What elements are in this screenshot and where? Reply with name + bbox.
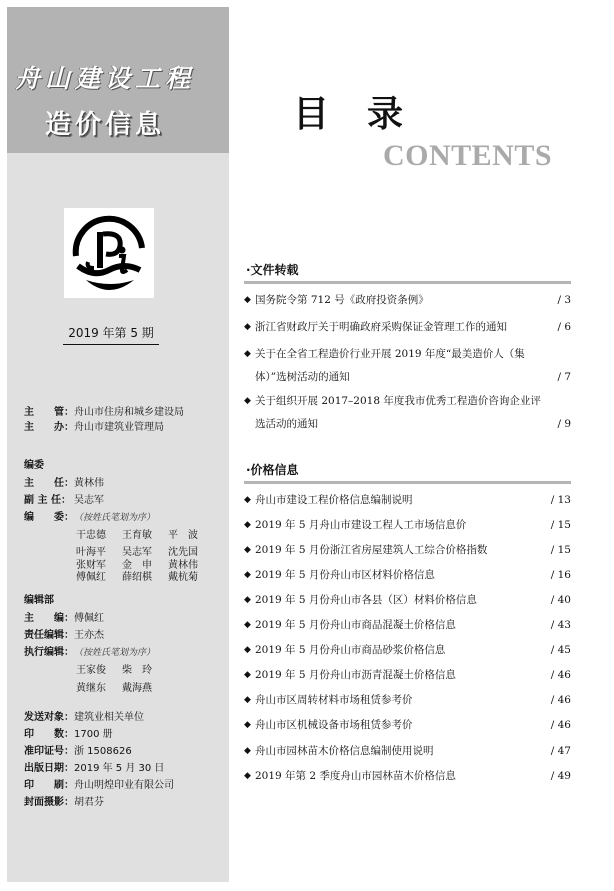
organizer-label: 主 办：: [24, 422, 74, 433]
toc-entry-title: 2019 年第 2 季度舟山市园林苗木价格信息: [255, 770, 456, 782]
toc-entry-page: / 15: [550, 519, 571, 531]
sidebar: [7, 7, 229, 882]
editorial-heading: 编辑部: [24, 595, 54, 606]
chief-editor-row: [24, 611, 168, 626]
director-row: [24, 476, 214, 491]
section-heading-price-info: ·价格信息: [246, 463, 299, 477]
section-divider: [244, 281, 571, 284]
toc-entry-title: 舟山市区机械设备市场租赁参考价: [255, 719, 413, 731]
diamond-bullet-icon: ◆: [244, 545, 251, 555]
toc-entry-page: / 3: [557, 294, 571, 306]
toc-entry-title: 2019 年 5 月份浙江省房屋建筑人工综合价格指数: [255, 544, 488, 556]
page-title-chinese: 目录: [293, 93, 442, 135]
toc-entry[interactable]: [244, 690, 571, 711]
toc-entry[interactable]: [244, 515, 571, 536]
toc-entry-page: / 47: [550, 745, 571, 757]
director-label: 主 任：: [24, 478, 74, 489]
members-names-row: [24, 560, 214, 573]
toc-entry[interactable]: [244, 290, 571, 311]
cover-photo-row: [24, 794, 174, 811]
executive-names-row: [24, 681, 168, 696]
member-name: 沈先国: [168, 547, 198, 558]
toc-entry-title: 2019 年 5 月舟山市建设工程人工市场信息价: [255, 519, 467, 531]
executive-editors-label: 执行编辑：: [24, 647, 74, 658]
toc-entry[interactable]: [244, 715, 571, 736]
committee-block: [24, 458, 214, 585]
toc-entry[interactable]: [244, 490, 571, 511]
toc-entry-title: 舟山市园林苗木价格信息编制使用说明: [255, 745, 434, 757]
issue-number: 2019 年第 5 期: [63, 324, 159, 345]
diamond-bullet-icon: ◆: [244, 595, 251, 605]
diamond-bullet-icon: ◆: [244, 322, 251, 332]
toc-entry-title: 国务院令第 712 号《政府投资条例》: [255, 294, 429, 306]
diamond-bullet-icon: ◆: [244, 720, 251, 730]
diamond-bullet-icon: ◆: [244, 520, 251, 530]
toc-entry[interactable]: [244, 343, 571, 389]
distribution-label: 发送对象：: [24, 712, 74, 723]
printer-value: 舟山明煌印业有限公司: [74, 780, 174, 791]
printer-label: 印 刷：: [24, 780, 74, 791]
director-value: 黄林伟: [74, 478, 104, 489]
toc-entry-page: / 46: [550, 694, 571, 706]
diamond-bullet-icon: ◆: [244, 771, 251, 781]
executive-names-row: [24, 663, 168, 678]
member-name: 吴志军: [122, 547, 152, 558]
supervisor-row: [24, 405, 184, 420]
toc-entry-page: / 7: [557, 371, 571, 383]
member-name: 薛绍棋: [122, 572, 152, 583]
executive-editors-row: [24, 645, 168, 661]
diamond-bullet-icon: ◆: [244, 746, 251, 756]
toc-entry-title: 关于组织开展 2017–2018 年度我市优秀工程造价咨询企业评选活动的通知: [255, 395, 541, 430]
magazine-title-line2: 造价信息: [45, 110, 166, 140]
publish-date-value: 2019 年 5 月 30 日: [74, 763, 165, 774]
responsible-editor-row: [24, 628, 168, 643]
editor-name: 王家俊: [76, 665, 106, 676]
print-run-row: [24, 726, 174, 743]
toc-entry-page: / 49: [550, 770, 571, 782]
deputy-label: 副 主 任：: [24, 495, 71, 506]
toc-entry-page: / 16: [550, 569, 571, 581]
toc-entry-page: / 43: [550, 619, 571, 631]
diamond-bullet-icon: ◆: [244, 495, 251, 505]
publish-date-label: 出版日期：: [24, 763, 74, 774]
toc-entry[interactable]: [244, 665, 571, 686]
members-note: （按姓氏笔划为序）: [74, 513, 156, 523]
toc-entry-title: 2019 年 5 月份舟山市商品混凝土价格信息: [255, 619, 456, 631]
toc-entry[interactable]: [244, 766, 571, 787]
publication-block: [24, 709, 174, 811]
printer-row: [24, 777, 174, 794]
publish-date-row: [24, 760, 174, 777]
diamond-bullet-icon: ◆: [244, 670, 251, 680]
toc-entry-page: / 9: [557, 418, 571, 430]
member-name: 王育敏: [122, 530, 152, 541]
toc-entry-page: / 6: [557, 321, 571, 333]
toc-entry-title: 2019 年 5 月份舟山市各县（区）材料价格信息: [255, 594, 477, 606]
committee-heading: 编委: [24, 460, 44, 471]
editor-name: 柴 玲: [122, 665, 152, 676]
pi-circle-logo-icon: [64, 208, 154, 298]
diamond-bullet-icon: ◆: [244, 620, 251, 630]
diamond-bullet-icon: ◆: [244, 645, 251, 655]
member-name: 干忠德: [76, 530, 106, 541]
diamond-bullet-icon: ◆: [244, 349, 251, 359]
toc-entry-page: / 15: [550, 544, 571, 556]
member-name: 叶海平: [76, 547, 106, 558]
responsible-editor-label: 责任编辑：: [24, 630, 74, 641]
deputy-value: 吴志军: [74, 495, 104, 506]
toc-entry-title: 舟山市区周转材料市场租赁参考价: [255, 694, 413, 706]
toc-entry-title: 2019 年 5 月份舟山市沥青混凝土价格信息: [255, 669, 456, 681]
diamond-bullet-icon: ◆: [244, 295, 251, 305]
toc-entry[interactable]: [244, 390, 571, 436]
editor-name: 戴海燕: [122, 683, 152, 694]
permit-number-label: 准印证号：: [24, 746, 74, 757]
permit-number-row: [24, 743, 174, 760]
print-run-value: 1700 册: [74, 729, 113, 740]
diamond-bullet-icon: ◆: [244, 396, 251, 406]
distribution-row: [24, 709, 174, 726]
cover-photo-label: 封面摄影：: [24, 797, 74, 808]
masthead: [7, 7, 229, 153]
toc-entry[interactable]: [244, 565, 571, 586]
diamond-bullet-icon: ◆: [244, 695, 251, 705]
distribution-value: 建筑业相关单位: [74, 712, 144, 723]
magazine-title-line1: 舟山建设工程: [15, 64, 196, 93]
deputy-row: [24, 493, 214, 508]
toc-entry-title: 浙江省财政厅关于明确政府采购保证金管理工作的通知: [255, 321, 507, 333]
member-name: 戴杭菊: [168, 572, 198, 583]
toc-entry[interactable]: [244, 590, 571, 611]
toc-entry[interactable]: [244, 540, 571, 561]
members-row: [24, 510, 214, 526]
sponsor-block: [24, 405, 184, 435]
members-label: 编 委：: [24, 512, 74, 523]
toc-entry-page: / 46: [550, 719, 571, 731]
editorial-block: [24, 593, 168, 696]
editor-name: 黄继东: [76, 683, 106, 694]
diamond-bullet-icon: ◆: [244, 570, 251, 580]
toc-entry-page: / 45: [550, 644, 571, 656]
member-name: 张财军: [76, 559, 106, 571]
members-names-row: [24, 572, 214, 585]
toc-entry-title: 2019 年 5 月份舟山市区材料价格信息: [255, 569, 435, 581]
print-run-label: 印 数：: [24, 729, 74, 740]
toc-entry-title: 关于在全省工程造价行业开展 2019 年度“最美造价人（集体）”选树活动的通知: [255, 348, 525, 383]
section-heading-reprints: ·文件转载: [246, 263, 299, 277]
chief-editor-value: 傅佩红: [74, 613, 104, 624]
supervisor-label: 主 管：: [24, 407, 74, 418]
toc-entry[interactable]: [244, 640, 571, 661]
responsible-editor-value: 王亦杰: [74, 630, 104, 641]
toc-entry-title: 2019 年 5 月份舟山市商品砂浆价格信息: [255, 644, 446, 656]
toc-entry[interactable]: [244, 317, 571, 338]
members-names-row: [24, 528, 214, 543]
organizer-value: 舟山市建筑业管理局: [74, 422, 164, 433]
section-divider: [244, 481, 571, 484]
chief-editor-label: 主 编：: [24, 613, 74, 624]
toc-entry[interactable]: [244, 741, 571, 762]
page-title-english: CONTENTS: [383, 139, 553, 172]
cover-photo-value: 胡君芬: [74, 797, 104, 808]
member-name: 平 波: [168, 530, 198, 541]
permit-number-value: 浙 1508626: [74, 746, 132, 757]
toc-entry-title: 舟山市建设工程价格信息编制说明: [255, 494, 413, 506]
toc-entry-page: / 40: [550, 594, 571, 606]
toc-entry[interactable]: [244, 615, 571, 636]
member-name: 傅佩红: [76, 572, 106, 583]
supervisor-value: 舟山市住房和城乡建设局: [74, 407, 184, 418]
toc-entry-page: / 13: [550, 494, 571, 506]
executive-editors-note: （按姓氏笔划为序）: [74, 648, 156, 658]
toc-entry-page: / 46: [550, 669, 571, 681]
organizer-row: [24, 420, 184, 435]
members-names-row: [24, 547, 214, 560]
member-name: 黄林伟: [168, 559, 198, 571]
member-name: 金 申: [122, 559, 152, 571]
